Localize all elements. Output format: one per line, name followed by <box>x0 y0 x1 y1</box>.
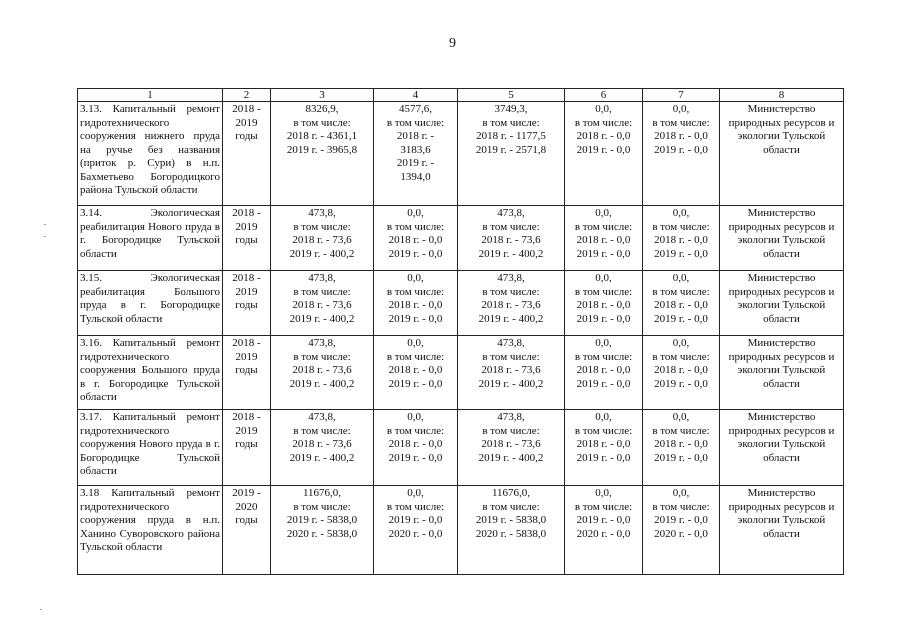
regional-budget-line: 2018 г. - 73,6 <box>481 234 541 246</box>
responsible-executor-cell <box>720 486 844 575</box>
federal-budget-line: 2018 г. - 0,0 <box>388 299 443 311</box>
responsible-executor-line: экологии Тульской <box>737 514 826 526</box>
responsible-executor-line: экологии Тульской <box>737 130 826 142</box>
column-header: 2 <box>223 89 271 102</box>
responsible-executor-line: Министерство <box>747 207 816 219</box>
total-amount-line: 2019 г. - 400,2 <box>289 312 355 325</box>
federal-budget-cell <box>374 336 458 410</box>
federal-budget-line: в том числе: <box>386 116 445 129</box>
other-sources-line: в том числе: <box>652 220 710 233</box>
total-amount-line: в том числе: <box>293 220 351 233</box>
total-amount-line: 2018 г. - 73,6 <box>292 364 352 376</box>
period-years-cell <box>223 206 271 271</box>
total-amount-line: 473,8, <box>308 337 336 349</box>
responsible-executor-line: Министерство <box>747 272 816 284</box>
regional-budget-line: 2020 г. - 5838,0 <box>475 527 547 540</box>
total-amount-line: в том числе: <box>293 285 351 298</box>
regional-budget-line: в том числе: <box>482 424 540 437</box>
total-amount-line: 2018 г. - 4361,1 <box>286 130 358 142</box>
federal-budget-line: в том числе: <box>386 220 445 233</box>
federal-budget-line: в том числе: <box>386 350 445 363</box>
regional-budget-cell <box>458 271 565 336</box>
other-sources-cell <box>643 102 720 206</box>
measure-description-line: 3.18 Капитальный ремонт гидротехнического сооружения пруда в н.п. Ханино Суворовского района Тульской области <box>80 487 220 553</box>
regional-budget-cell <box>458 410 565 486</box>
period-years-line: 2019 <box>235 350 258 363</box>
municipal-budget-cell <box>565 336 643 410</box>
federal-budget-line: 2019 г. - 0,0 <box>388 377 443 390</box>
other-sources-line: 2018 г. - 0,0 <box>654 130 708 142</box>
federal-budget-line: 0,0, <box>407 487 424 499</box>
measure-description-cell <box>78 206 223 271</box>
federal-budget-line: 2019 г. - <box>396 157 435 169</box>
table-row <box>78 271 844 336</box>
municipal-budget-cell <box>565 102 643 206</box>
period-years-cell <box>223 102 271 206</box>
regional-budget-line: 2019 г. - 400,2 <box>478 247 544 260</box>
federal-budget-line: 1394,0 <box>400 170 431 183</box>
municipal-budget-line: 2018 г. - 0,0 <box>576 364 631 376</box>
federal-budget-line: 3183,6 <box>400 143 431 156</box>
measure-description-cell <box>78 102 223 206</box>
regional-budget-line: 2018 г. - 73,6 <box>481 299 541 311</box>
regional-budget-line: 2019 г. - 5838,0 <box>475 514 547 526</box>
federal-budget-line: 0,0, <box>407 207 424 219</box>
regional-budget-line: 473,8, <box>497 337 525 349</box>
regional-budget-line: в том числе: <box>482 350 540 363</box>
federal-budget-cell <box>374 102 458 206</box>
responsible-executor-line: области <box>763 312 800 325</box>
total-amount-line: 8326,9, <box>305 103 339 115</box>
measure-description-cell <box>78 486 223 575</box>
responsible-executor-line: природных ресурсов и <box>728 424 835 437</box>
responsible-executor-cell <box>720 206 844 271</box>
regional-budget-cell <box>458 486 565 575</box>
total-amount-cell <box>271 271 374 336</box>
period-years-line: годы <box>235 299 258 311</box>
table-row <box>78 486 844 575</box>
page-number: 9 <box>449 36 456 51</box>
federal-budget-line: 0,0, <box>407 272 424 284</box>
responsible-executor-line: экологии Тульской <box>737 299 826 311</box>
responsible-executor-line: природных ресурсов и <box>728 500 835 513</box>
period-years-line: 2018 - <box>232 103 261 115</box>
total-amount-line: 2019 г. - 400,2 <box>289 451 355 464</box>
regional-budget-line: 473,8, <box>497 411 525 423</box>
other-sources-cell <box>643 206 720 271</box>
column-header: 8 <box>720 89 844 102</box>
municipal-budget-line: 0,0, <box>595 272 612 284</box>
federal-budget-cell <box>374 410 458 486</box>
column-header: 5 <box>458 89 565 102</box>
municipal-budget-cell <box>565 410 643 486</box>
table-row <box>78 102 844 206</box>
municipal-budget-line: 2019 г. - 0,0 <box>576 247 631 260</box>
period-years-line: 2019 <box>235 116 258 129</box>
total-amount-cell <box>271 206 374 271</box>
column-header: 3 <box>271 89 374 102</box>
federal-budget-line: 0,0, <box>407 411 424 423</box>
other-sources-line: в том числе: <box>652 116 710 129</box>
other-sources-line: 0,0, <box>672 411 690 423</box>
other-sources-line: 2018 г. - 0,0 <box>654 364 708 376</box>
total-amount-cell <box>271 486 374 575</box>
responsible-executor-line: области <box>763 247 800 260</box>
municipal-budget-line: 2019 г. - 0,0 <box>576 377 631 390</box>
scan-mark <box>44 236 46 237</box>
responsible-executor-line: природных ресурсов и <box>728 285 835 298</box>
municipal-budget-cell <box>565 206 643 271</box>
period-years-line: 2018 - <box>232 411 261 423</box>
measure-description-cell <box>78 336 223 410</box>
responsible-executor-line: природных ресурсов и <box>728 116 835 129</box>
column-header: 7 <box>643 89 720 102</box>
total-amount-line: 2019 г. - 400,2 <box>289 247 355 260</box>
municipal-budget-line: в том числе: <box>574 116 633 129</box>
federal-budget-line: 2020 г. - 0,0 <box>388 527 443 540</box>
federal-budget-line: 4577,6, <box>399 103 432 115</box>
period-years-line: 2018 - <box>232 337 261 349</box>
period-years-line: 2018 - <box>232 207 261 219</box>
total-amount-cell <box>271 102 374 206</box>
municipal-budget-line: 0,0, <box>595 337 612 349</box>
regional-budget-line: 2018 г. - 1177,5 <box>476 130 546 142</box>
regional-budget-line: 473,8, <box>497 272 525 284</box>
responsible-executor-cell <box>720 410 844 486</box>
federal-budget-line: в том числе: <box>386 424 445 437</box>
federal-budget-line: в том числе: <box>386 285 445 298</box>
municipal-budget-line: в том числе: <box>574 350 633 363</box>
responsible-executor-cell <box>720 336 844 410</box>
scan-mark <box>40 609 42 610</box>
total-amount-line: в том числе: <box>293 116 351 129</box>
municipal-budget-line: 2019 г. - 0,0 <box>576 143 631 156</box>
regional-budget-cell <box>458 206 565 271</box>
responsible-executor-line: области <box>763 451 800 464</box>
federal-budget-line: 2018 г. - 0,0 <box>388 234 443 246</box>
other-sources-line: 2019 г. - 0,0 <box>654 312 708 325</box>
column-header: 1 <box>78 89 223 102</box>
column-header: 4 <box>374 89 458 102</box>
federal-budget-line: 2019 г. - 0,0 <box>388 514 443 526</box>
measure-description-cell <box>78 271 223 336</box>
responsible-executor-line: Министерство <box>747 103 816 115</box>
other-sources-line: 2018 г. - 0,0 <box>654 299 708 311</box>
regional-budget-line: 473,8, <box>497 207 525 219</box>
scan-mark <box>44 224 46 225</box>
other-sources-line: 0,0, <box>672 272 690 284</box>
period-years-cell <box>223 410 271 486</box>
other-sources-line: 0,0, <box>672 207 690 219</box>
other-sources-line: 0,0, <box>672 103 690 115</box>
responsible-executor-line: области <box>763 527 800 540</box>
regional-budget-line: в том числе: <box>482 285 540 298</box>
measure-description-line: 3.14. Экологическая реабилитация Нового пруда в г. Богородицке Тульской области <box>80 207 220 260</box>
measure-description-line: 3.13. Капитальный ремонт гидротехнического сооружения нижнего пруда на ручье без названия (приток р. Сури) в н.п. Бахметьево Богородицкого района Тульской области <box>80 103 220 196</box>
municipal-budget-line: в том числе: <box>574 285 633 298</box>
period-years-line: годы <box>235 234 258 246</box>
other-sources-line: в том числе: <box>652 350 710 363</box>
municipal-budget-line: 2020 г. - 0,0 <box>576 527 631 540</box>
other-sources-line: 2019 г. - 0,0 <box>654 377 708 390</box>
regional-budget-line: 3749,3, <box>494 103 528 115</box>
table-row <box>78 410 844 486</box>
other-sources-cell <box>643 486 720 575</box>
municipal-budget-cell <box>565 271 643 336</box>
other-sources-cell <box>643 336 720 410</box>
regional-budget-line: 2018 г. - 73,6 <box>481 364 541 376</box>
total-amount-line: в том числе: <box>293 500 351 513</box>
municipal-budget-line: 0,0, <box>595 411 612 423</box>
total-amount-line: в том числе: <box>293 350 351 363</box>
regional-budget-cell <box>458 336 565 410</box>
responsible-executor-cell <box>720 271 844 336</box>
regional-budget-line: в том числе: <box>482 220 540 233</box>
period-years-line: годы <box>235 514 258 526</box>
period-years-cell <box>223 336 271 410</box>
measure-description-line: 3.17. Капитальный ремонт гидротехнического сооружения Нового пруда в г. Богородицке Тульской области <box>80 411 220 477</box>
municipal-budget-line: 2018 г. - 0,0 <box>576 234 631 246</box>
other-sources-cell <box>643 410 720 486</box>
responsible-executor-line: природных ресурсов и <box>728 350 835 363</box>
measure-description-cell <box>78 410 223 486</box>
other-sources-line: 2019 г. - 0,0 <box>654 143 708 156</box>
period-years-line: 2019 <box>235 285 258 298</box>
regional-budget-line: 2019 г. - 400,2 <box>478 377 544 390</box>
period-years-cell <box>223 486 271 575</box>
municipal-budget-line: 0,0, <box>595 487 612 499</box>
federal-budget-line: 2019 г. - 0,0 <box>388 247 443 260</box>
regional-budget-line: 11676,0, <box>491 487 531 499</box>
regional-budget-line: в том числе: <box>482 500 540 513</box>
period-years-line: 2020 <box>235 500 258 513</box>
regional-budget-line: 2019 г. - 400,2 <box>478 451 544 464</box>
table-row <box>78 336 844 410</box>
regional-budget-cell <box>458 102 565 206</box>
federal-budget-line: 2018 г. - 0,0 <box>388 438 443 450</box>
municipal-budget-line: 2018 г. - 0,0 <box>576 438 631 450</box>
responsible-executor-line: области <box>763 377 800 390</box>
federal-budget-line: 0,0, <box>407 337 424 349</box>
regional-budget-line: 2018 г. - 73,6 <box>481 438 541 450</box>
municipal-budget-line: 2018 г. - 0,0 <box>576 299 631 311</box>
measure-description-line: 3.15. Экологическая реабилитация Большого пруда в г. Богородицке Тульской области <box>80 272 220 325</box>
total-amount-line: 473,8, <box>308 207 336 219</box>
header-row <box>78 89 844 102</box>
other-sources-line: 2019 г. - 0,0 <box>654 451 708 464</box>
responsible-executor-cell <box>720 102 844 206</box>
total-amount-line: 2019 г. - 400,2 <box>289 377 355 390</box>
regional-budget-line: 2019 г. - 400,2 <box>478 312 544 325</box>
responsible-executor-line: природных ресурсов и <box>728 220 835 233</box>
program-table <box>77 88 844 575</box>
responsible-executor-line: экологии Тульской <box>737 438 826 450</box>
regional-budget-line: в том числе: <box>482 116 540 129</box>
period-years-line: годы <box>235 130 258 142</box>
municipal-budget-line: 2019 г. - 0,0 <box>576 451 631 464</box>
municipal-budget-line: в том числе: <box>574 500 633 513</box>
total-amount-line: 473,8, <box>308 411 336 423</box>
other-sources-line: 2020 г. - 0,0 <box>654 527 708 540</box>
total-amount-line: 2019 г. - 3965,8 <box>286 143 358 156</box>
total-amount-line: в том числе: <box>293 424 351 437</box>
other-sources-line: в том числе: <box>652 500 710 513</box>
other-sources-line: в том числе: <box>652 285 710 298</box>
column-header: 6 <box>565 89 643 102</box>
responsible-executor-line: экологии Тульской <box>737 364 826 376</box>
period-years-line: годы <box>235 438 258 450</box>
municipal-budget-line: 0,0, <box>595 103 612 115</box>
other-sources-line: 2019 г. - 0,0 <box>654 514 708 526</box>
regional-budget-line: 2019 г. - 2571,8 <box>475 143 547 156</box>
other-sources-line: 0,0, <box>672 487 690 499</box>
period-years-line: 2019 <box>235 220 258 233</box>
federal-budget-line: 2019 г. - 0,0 <box>388 451 443 464</box>
federal-budget-line: в том числе: <box>386 500 445 513</box>
responsible-executor-line: области <box>763 143 800 156</box>
municipal-budget-cell <box>565 486 643 575</box>
total-amount-line: 2018 г. - 73,6 <box>292 438 352 450</box>
table-row <box>78 206 844 271</box>
municipal-budget-line: в том числе: <box>574 424 633 437</box>
federal-budget-line: 2019 г. - 0,0 <box>388 312 443 325</box>
other-sources-line: в том числе: <box>652 424 710 437</box>
total-amount-line: 2018 г. - 73,6 <box>292 299 352 311</box>
other-sources-line: 2018 г. - 0,0 <box>654 438 708 450</box>
other-sources-line: 0,0, <box>672 337 690 349</box>
federal-budget-cell <box>374 271 458 336</box>
federal-budget-line: 2018 г. - 0,0 <box>388 364 443 376</box>
period-years-line: 2019 - <box>232 487 261 499</box>
total-amount-cell <box>271 410 374 486</box>
other-sources-cell <box>643 271 720 336</box>
responsible-executor-line: Министерство <box>747 487 816 499</box>
municipal-budget-line: в том числе: <box>574 220 633 233</box>
period-years-line: 2018 - <box>232 272 261 284</box>
period-years-line: годы <box>235 364 258 376</box>
total-amount-line: 473,8, <box>308 272 336 284</box>
period-years-line: 2019 <box>235 424 258 437</box>
total-amount-cell <box>271 336 374 410</box>
federal-budget-line: 2018 г. - <box>396 130 435 142</box>
federal-budget-cell <box>374 206 458 271</box>
period-years-cell <box>223 271 271 336</box>
total-amount-line: 2019 г. - 5838,0 <box>286 514 358 526</box>
total-amount-line: 2020 г. - 5838,0 <box>286 527 358 540</box>
municipal-budget-line: 0,0, <box>595 207 612 219</box>
responsible-executor-line: Министерство <box>747 337 816 349</box>
municipal-budget-line: 2018 г. - 0,0 <box>576 130 631 142</box>
responsible-executor-line: экологии Тульской <box>737 234 826 246</box>
federal-budget-cell <box>374 486 458 575</box>
measure-description-line: 3.16. Капитальный ремонт гидротехнического сооружения Большого пруда в г. Богородицке Тульской области <box>80 337 220 403</box>
municipal-budget-line: 2019 г. - 0,0 <box>576 514 631 526</box>
total-amount-line: 2018 г. - 73,6 <box>292 234 352 246</box>
other-sources-line: 2019 г. - 0,0 <box>654 247 708 260</box>
total-amount-line: 11676,0, <box>302 487 342 499</box>
responsible-executor-line: Министерство <box>747 411 816 423</box>
other-sources-line: 2018 г. - 0,0 <box>654 234 708 246</box>
municipal-budget-line: 2019 г. - 0,0 <box>576 312 631 325</box>
